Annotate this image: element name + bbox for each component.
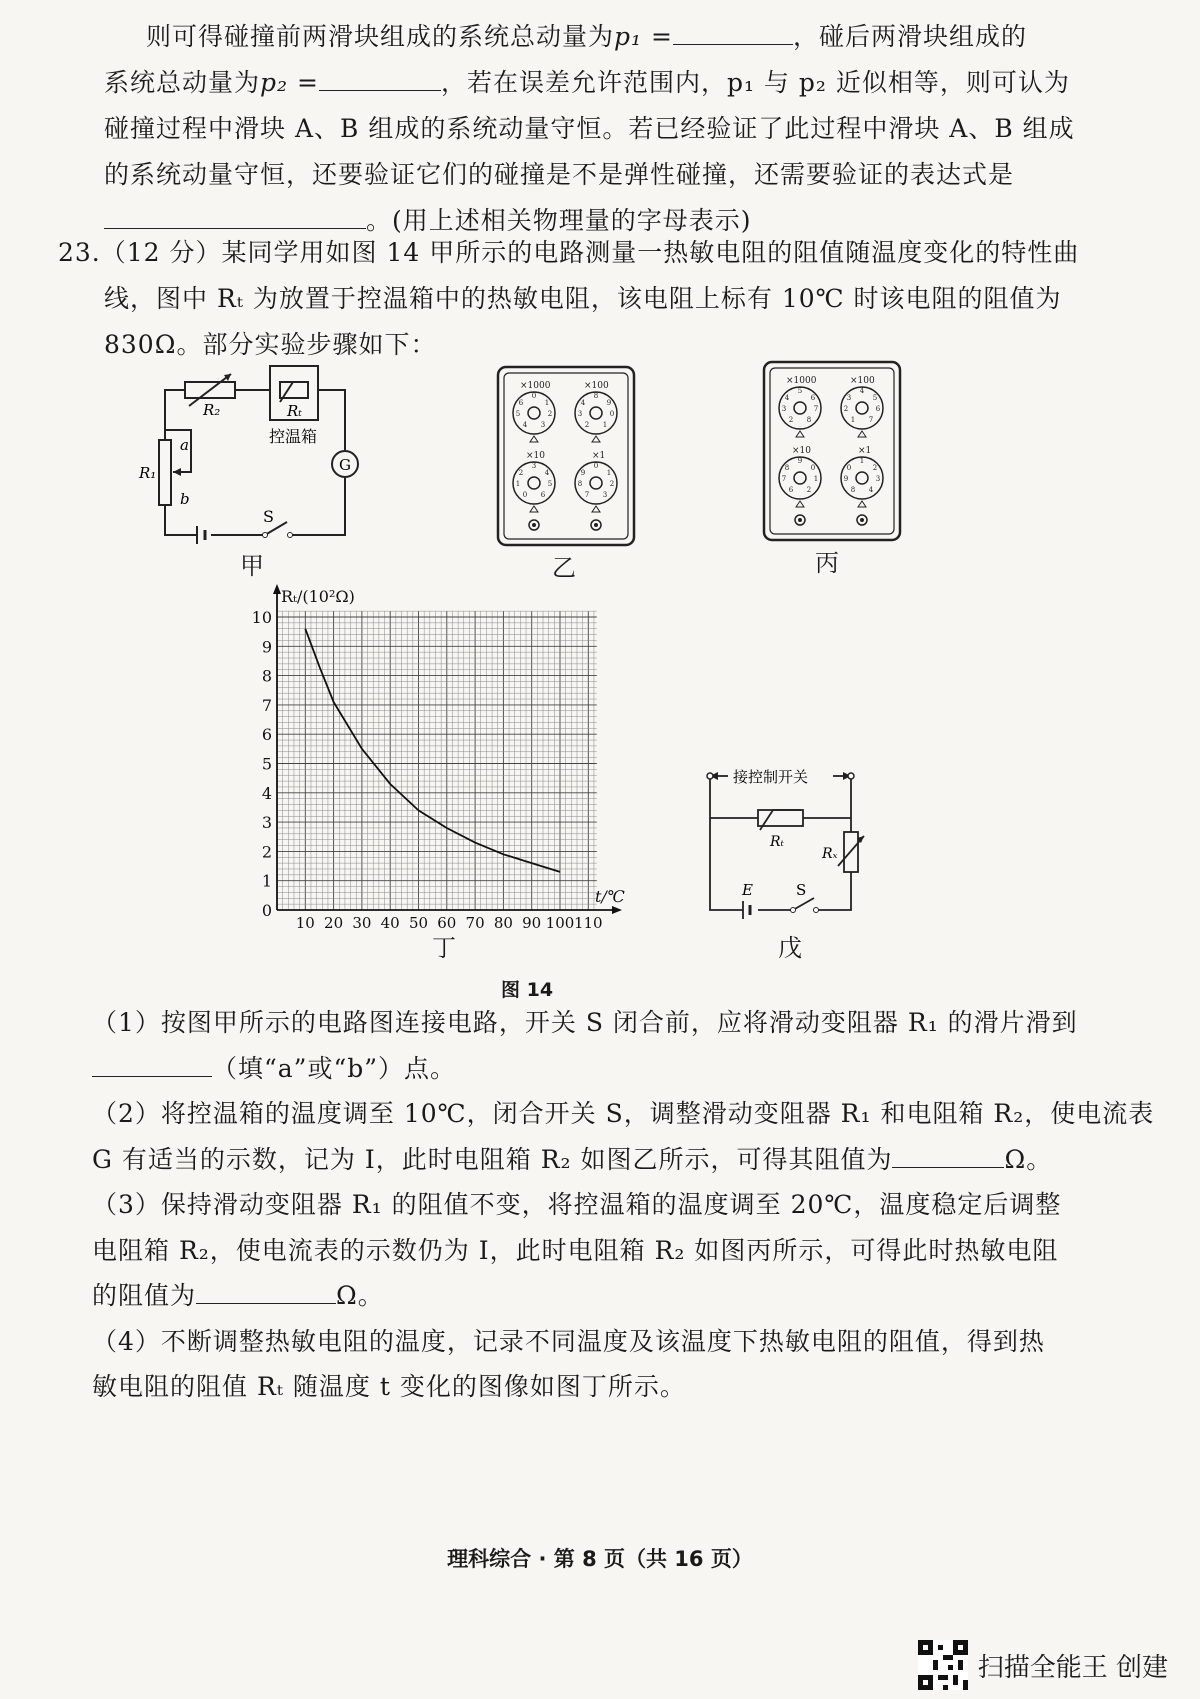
multiplier-label: ×10 (792, 446, 811, 456)
resistance-temperature-chart (251, 580, 630, 932)
control-switch-label: 接控制开关 (733, 768, 809, 786)
x-tick-label: 20 (324, 914, 344, 932)
rt-label: Rₜ (287, 402, 302, 420)
svg-text:9: 9 (580, 469, 586, 477)
r1-label: R₁ (139, 464, 157, 482)
svg-text:7: 7 (781, 475, 787, 483)
svg-text:6: 6 (875, 405, 881, 413)
point-b-label: b (180, 490, 190, 508)
question-line: 23.（12 分）某同学用如图 14 甲所示的电路测量一热敏电阻的阻值随温度变化的特性曲 (58, 238, 1080, 267)
x-tick-label: 50 (408, 914, 429, 932)
y-tick-label: 0 (261, 901, 272, 920)
svg-text:0: 0 (846, 464, 852, 472)
switch-label: S (796, 881, 807, 899)
text-line: 系统总动量为 (104, 68, 261, 97)
x-tick-label: 60 (437, 914, 457, 932)
answer-blank[interactable] (892, 1137, 1004, 1168)
multiplier-label: ×100 (850, 376, 875, 386)
svg-text:0: 0 (522, 491, 528, 499)
sub-questions (92, 1000, 1154, 1410)
svg-text:3: 3 (781, 405, 787, 413)
x-tick-label: 80 (493, 914, 513, 932)
text-line: p₂ = (260, 68, 319, 97)
y-axis-label: Rₜ/(10²Ω) (281, 587, 355, 606)
svg-text:6: 6 (518, 399, 524, 407)
point-a-label: a (180, 436, 189, 454)
control-circuit-wu (698, 760, 868, 930)
text-line: 。(用上述相关物理量的字母表示) (366, 206, 752, 235)
x-axis-label: t/℃ (595, 887, 625, 906)
y-tick-label: 10 (251, 608, 272, 627)
svg-text:1: 1 (813, 475, 819, 483)
caption-ding: 丁 (432, 934, 456, 962)
page-footer: 理科综合 · 第 8 页（共 16 页） (447, 1547, 753, 1571)
svg-text:9: 9 (606, 399, 612, 407)
text-line: 碰撞过程中滑块 A、B 组成的系统动量守恒。若已经验证了此过程中滑块 A、B 组成 (104, 114, 1075, 143)
x-tick-label: 10 (295, 914, 315, 932)
y-tick-label: 7 (261, 695, 272, 715)
y-tick-label: 5 (261, 754, 272, 774)
part-3-line: 的阻值为 (92, 1281, 197, 1310)
multiplier-label: ×1 (858, 446, 872, 456)
x-tick-label: 70 (465, 914, 485, 932)
y-tick-label: 1 (261, 871, 272, 891)
svg-text:2: 2 (806, 486, 812, 494)
part-2-line: （2）将控温箱的温度调至 10℃，闭合开关 S，调整滑动变阻器 R₁ 和电阻箱 R₂，使电流表 (92, 1099, 1155, 1128)
y-tick-label: 9 (261, 637, 272, 657)
question-line: 线，图中 Rₜ 为放置于控温箱中的热敏电阻，该电阻上标有 10℃ 时该电阻的阻值为 (104, 284, 1062, 313)
temp-box-label: 控温箱 (269, 427, 318, 446)
y-tick-label: 3 (261, 813, 272, 833)
multiplier-label: ×100 (584, 381, 609, 391)
caption-bing: 丙 (815, 549, 839, 577)
part-1-line: （1）按图甲所示的电路图连接电路，开关 S 闭合前，应将滑动变阻器 R₁ 的滑片滑到 (92, 1008, 1078, 1037)
answer-blank[interactable] (319, 60, 441, 91)
svg-text:7: 7 (868, 416, 874, 424)
svg-text:0: 0 (531, 392, 537, 400)
svg-text:7: 7 (813, 405, 819, 413)
resistance-box-yi (496, 365, 636, 547)
text-line: 的系统动量守恒，还要验证它们的碰撞是不是弹性碰撞，还需要验证的表达式是 (104, 160, 1015, 189)
svg-text:2: 2 (584, 421, 590, 429)
qr-code-icon (918, 1640, 968, 1690)
svg-text:5: 5 (547, 480, 553, 488)
svg-text:9: 9 (797, 457, 803, 465)
multiplier-label: ×1000 (520, 381, 551, 391)
svg-text:1: 1 (859, 457, 865, 465)
caption-wu: 戊 (778, 934, 802, 962)
svg-text:2: 2 (872, 464, 878, 472)
y-tick-label: 8 (261, 666, 272, 686)
svg-text:8: 8 (806, 416, 812, 424)
multiplier-label: ×1000 (786, 376, 817, 386)
resistance-box-bing (762, 360, 902, 542)
caption-jia: 甲 (240, 552, 264, 580)
question-line: 830Ω。部分实验步骤如下： (104, 330, 437, 359)
part-2-line: Ω。 (1004, 1144, 1053, 1174)
text-line: p₁ = (614, 22, 673, 51)
emf-label: E (742, 881, 753, 899)
switch-label: S (263, 507, 274, 526)
text-line: 则可得碰撞前两滑块组成的系统总动量为 (146, 22, 615, 51)
x-tick-label: 110 (573, 914, 603, 932)
svg-text:1: 1 (602, 421, 608, 429)
svg-text:4: 4 (859, 387, 865, 395)
multiplier-label: ×10 (526, 451, 545, 461)
svg-text:4: 4 (868, 486, 874, 494)
multiplier-label: ×1 (592, 451, 606, 461)
svg-text:5: 5 (797, 387, 803, 395)
text-line: ，碰后两滑块组成的 (792, 22, 1027, 51)
svg-text:5: 5 (872, 394, 878, 402)
y-tick-label: 6 (261, 725, 272, 745)
top-paragraph (104, 14, 1075, 244)
svg-text:4: 4 (522, 421, 528, 429)
svg-text:6: 6 (540, 491, 546, 499)
y-axis-arrow (273, 584, 281, 594)
rt-label: Rₜ (770, 834, 784, 850)
svg-text:2: 2 (547, 410, 553, 418)
svg-text:7: 7 (584, 491, 590, 499)
answer-blank[interactable] (104, 198, 366, 229)
svg-text:1: 1 (606, 469, 612, 477)
part-1-line: （填“a”或“b”）点。 (212, 1053, 457, 1083)
part-2-line: G 有适当的示数，记为 I，此时电阻箱 R₂ 如图乙所示，可得其阻值为 (92, 1144, 893, 1174)
answer-blank[interactable] (196, 1273, 336, 1304)
x-axis-arrow (612, 906, 622, 914)
svg-text:3: 3 (531, 462, 537, 470)
x-tick-label: 90 (522, 914, 542, 932)
svg-text:3: 3 (540, 421, 546, 429)
svg-text:8: 8 (850, 486, 856, 494)
svg-text:3: 3 (875, 475, 881, 483)
galvanometer-label: G (339, 456, 351, 474)
svg-text:2: 2 (788, 416, 794, 424)
svg-text:4: 4 (580, 399, 586, 407)
svg-text:8: 8 (593, 392, 599, 400)
svg-text:8: 8 (784, 464, 790, 472)
svg-text:5: 5 (515, 410, 521, 418)
svg-text:9: 9 (843, 475, 849, 483)
svg-text:6: 6 (810, 394, 816, 402)
svg-text:0: 0 (593, 462, 599, 470)
svg-text:3: 3 (602, 491, 608, 499)
svg-text:2: 2 (843, 405, 849, 413)
svg-text:4: 4 (544, 469, 550, 477)
part-4-line: （4）不断调整热敏电阻的温度，记录不同温度及该温度下热敏电阻的阻值，得到热 (92, 1326, 1045, 1356)
svg-text:0: 0 (609, 410, 615, 418)
question-23 (58, 230, 1079, 368)
rt-curve (305, 629, 560, 872)
svg-text:6: 6 (788, 486, 794, 494)
svg-text:2: 2 (609, 480, 615, 488)
text-line: ，若在误差允许范围内，p₁ 与 p₂ 近似相等，则可认为 (440, 68, 1070, 97)
caption-yi: 乙 (552, 554, 576, 582)
svg-text:1: 1 (515, 480, 521, 488)
rx-label: Rₓ (822, 846, 838, 862)
part-3-line: （3）保持滑动变阻器 R₁ 的阻值不变，将控温箱的温度调至 20℃，温度稳定后调整 (92, 1190, 1062, 1219)
y-tick-label: 4 (261, 783, 272, 803)
svg-text:4: 4 (784, 394, 790, 402)
y-tick-label: 2 (261, 842, 272, 862)
svg-text:0: 0 (810, 464, 816, 472)
answer-blank[interactable] (673, 14, 793, 45)
answer-blank[interactable] (92, 1046, 212, 1077)
part-3-line: Ω。 (336, 1281, 384, 1310)
svg-text:2: 2 (518, 469, 524, 477)
scanner-watermark (918, 1640, 1168, 1690)
svg-text:3: 3 (846, 394, 852, 402)
part-3-line: 电阻箱 R₂，使电流表的示数仍为 I，此时电阻箱 R₂ 如图丙所示，可得此时热敏电阻 (92, 1235, 1059, 1265)
x-tick-label: 30 (352, 914, 372, 932)
r2-label: R₂ (203, 401, 221, 419)
x-tick-label: 40 (380, 914, 400, 932)
part-4-line: 敏电阻的阻值 Rₜ 随温度 t 变化的图像如图丁所示。 (92, 1372, 686, 1401)
svg-text:3: 3 (577, 410, 583, 418)
svg-text:1: 1 (850, 416, 856, 424)
svg-text:8: 8 (577, 480, 583, 488)
watermark-text: 扫描全能王 创建 (977, 1652, 1168, 1683)
svg-text:1: 1 (544, 399, 550, 407)
x-tick-label: 100 (545, 914, 575, 932)
figure-caption: 图 14 (501, 979, 554, 1001)
